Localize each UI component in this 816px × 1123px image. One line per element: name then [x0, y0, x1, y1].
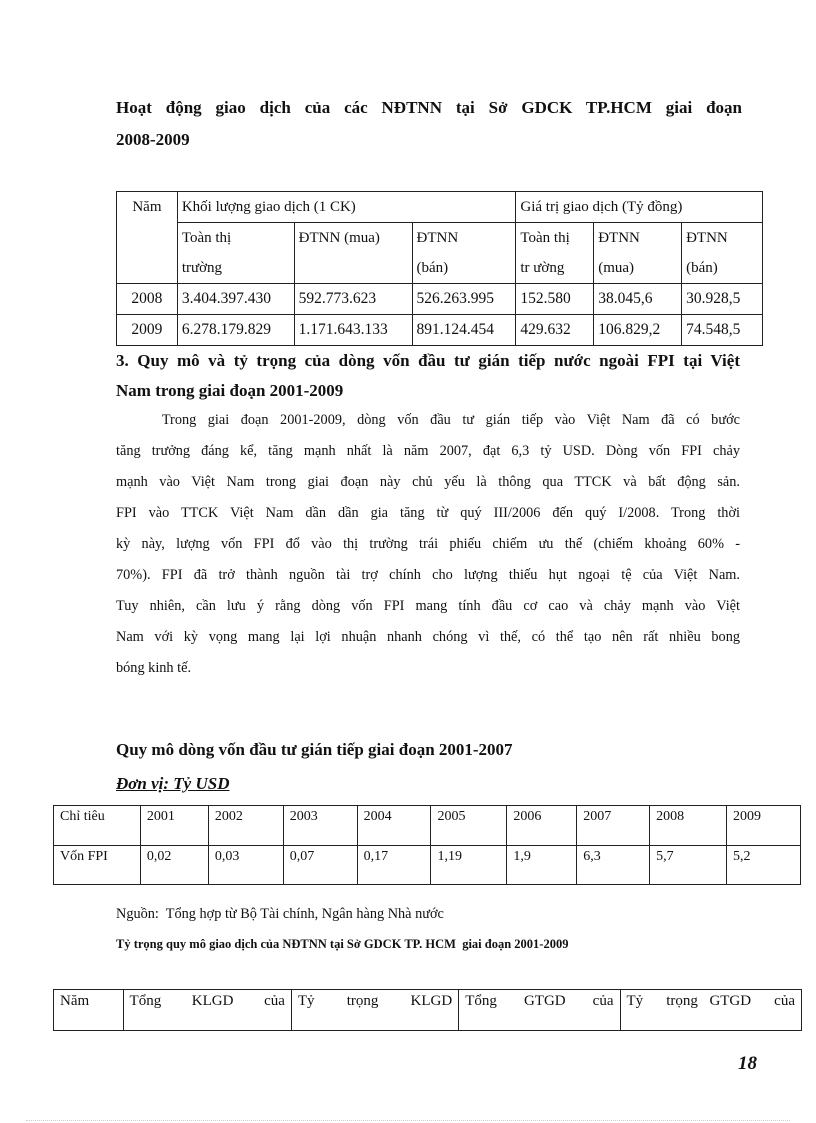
- table-row: Vốn FPI 0,02 0,03 0,07 0,17 1,19 1,9 6,3 5,7 5,2: [54, 846, 801, 885]
- page-number: 18: [738, 1053, 757, 1074]
- fpi-table-unit: Đơn vị: Tỷ USD: [116, 774, 230, 793]
- val-total-header: Toàn thị tr ường: [516, 223, 594, 284]
- trading-activity-table: [116, 191, 763, 346]
- val-sell-header: ĐTNN (bán): [682, 223, 763, 284]
- source-note: Nguồn: Tổng hợp từ Bộ Tài chính, Ngân hàng Nhà nước: [116, 906, 444, 922]
- vol-sell-header: ĐTNN (bán): [412, 223, 516, 284]
- paragraph-line: tăng trưởng đáng kể, tăng mạnh nhất là năm 2007, đạt 6,3 tỷ USD. Dòng vốn FPI chảy: [116, 443, 740, 459]
- volume-group-header: Khối lượng giao dịch (1 CK): [177, 192, 516, 223]
- table-header-row: Chỉ tiêu 2001 2002 2003 2004 2005 2006 2007 2008 2009: [54, 806, 801, 846]
- paragraph-line: 70%). FPI đã trở thành nguồn tài trợ chính cho lượng thiếu hụt ngoại tệ của Việt Nam.: [116, 567, 740, 583]
- val-buy-header: ĐTNN (mua): [594, 223, 682, 284]
- page-bottom-divider: [26, 1120, 790, 1121]
- trading-share-table: [53, 989, 802, 1031]
- table-header-row: Năm Tổng KLGD của Tỷ trọng KLGD Tổng GTGD của Tỷ trọng GTGD của: [54, 990, 802, 1031]
- paragraph-line: mạnh vào Việt Nam trong giai đoạn này chủ yếu là thông qua TTCK và bất động sản.: [116, 474, 740, 490]
- table-row: 2008 3.404.397.430 592.773.623 526.263.995 152.580 38.045,6 30.928,5: [117, 284, 763, 315]
- paragraph-line: Nam với kỳ vọng mang lại lợi nhuận nhanh chóng vì thế, có thể tạo nên rất nhiều bong: [116, 629, 740, 645]
- paragraph-line: FPI vào TTCK Việt Nam dần dần gia tăng từ quý III/2006 đến quý I/2008. Trong thời: [116, 505, 740, 521]
- paragraph-line: Trong giai đoạn 2001-2009, dòng vốn đầu tư gián tiếp vào Việt Nam đã có bước: [116, 412, 740, 428]
- section3-heading-line2: Nam trong giai đoạn 2001-2009: [116, 381, 344, 400]
- table-row: 2009 6.278.179.829 1.171.643.133 891.124.454 429.632 106.829,2 74.548,5: [117, 315, 763, 346]
- value-group-header: Giá trị giao dịch (Tỷ đồng): [516, 192, 763, 223]
- share-table-title: Tỷ trọng quy mô giao dịch của NĐTNN tại Sở GDCK TP. HCM giai đoạn 2001-2009: [116, 937, 569, 951]
- fpi-volume-table: [53, 805, 801, 885]
- col-year-header: Năm: [117, 192, 178, 284]
- section-heading-line2: 2008-2009: [116, 130, 190, 149]
- paragraph-line: kỳ này, lượng vốn FPI đổ vào thị trường trái phiếu chiếm ưu thế (chiếm khoảng 60% -: [116, 536, 740, 552]
- fpi-table-title: Quy mô dòng vốn đầu tư gián tiếp giai đoạn 2001-2007: [116, 740, 513, 759]
- vol-buy-header: ĐTNN (mua): [294, 223, 412, 284]
- section-heading-line1: Hoạt động giao dịch của các NĐTNN tại Sở GDCK TP.HCM giai đoạn: [116, 98, 742, 117]
- vol-total-header: Toàn thị trường: [177, 223, 294, 284]
- paragraph-line: Tuy nhiên, cần lưu ý rằng dòng vốn FPI mang tính đầu cơ cao và chảy mạnh vào Việt: [116, 598, 740, 614]
- section3-heading-line1: 3. Quy mô và tỷ trọng của dòng vốn đầu tư gián tiếp nước ngoài FPI tại Việt: [116, 351, 740, 370]
- paragraph-line: bóng kinh tế.: [116, 660, 192, 676]
